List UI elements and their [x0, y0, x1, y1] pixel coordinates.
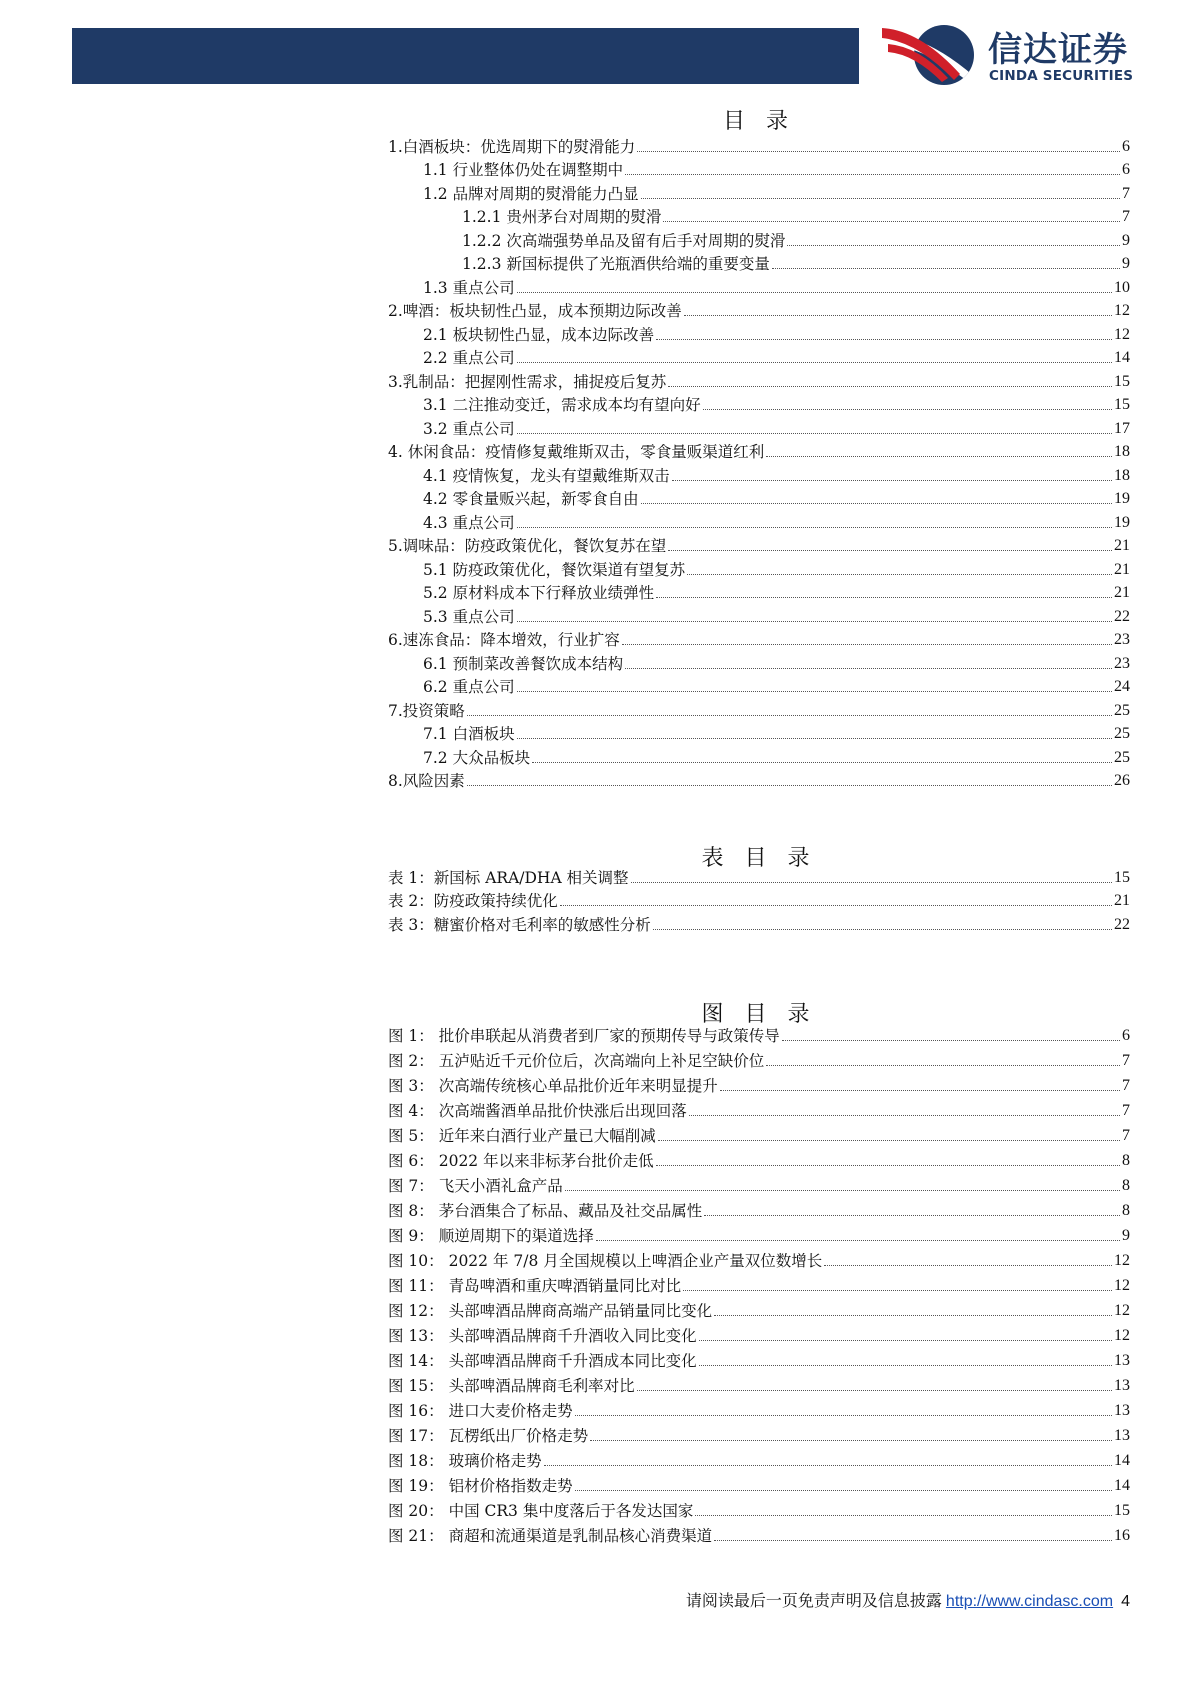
dot-leader [517, 362, 1112, 363]
figure-index-entry-page: 12 [1114, 1252, 1130, 1269]
figure-index-entry-page: 6 [1122, 1027, 1130, 1044]
toc-entry-label: 1.2.2 次高端强势单品及留有后手对周期的熨滑 [462, 231, 786, 250]
dot-leader [782, 1040, 1120, 1041]
figure-index-entry[interactable] [388, 1196, 1130, 1221]
toc-entry-page: 25 [1114, 701, 1130, 719]
dot-leader [699, 1340, 1112, 1341]
dot-leader [565, 1190, 1120, 1191]
dot-leader [467, 715, 1112, 716]
figure-index-entry[interactable] [388, 1471, 1130, 1496]
figure-index-entry-page: 12 [1114, 1327, 1130, 1344]
figure-index-entry-page: 7 [1122, 1127, 1130, 1144]
toc-entry-page: 15 [1114, 372, 1130, 390]
toc-entry-label: 1.2.1 贵州茅台对周期的熨滑 [462, 208, 662, 226]
toc-entry-label: 2.2 重点公司 [423, 349, 515, 367]
toc-entry[interactable] [388, 721, 1130, 745]
figure-index-entry-label: 图 20： 中国 CR3 集中度落后于各发达国家 [388, 1502, 694, 1520]
figure-index-entry-page: 14 [1114, 1477, 1130, 1494]
toc-entry-page: 6 [1122, 161, 1130, 178]
toc-entry-page: 14 [1114, 349, 1130, 366]
figure-index-entry-label: 图 18： 玻璃价格走势 [388, 1452, 542, 1470]
figure-index-entry-label: 图 17： 瓦楞纸出厂价格走势 [388, 1427, 589, 1445]
figure-index-entry[interactable] [388, 1121, 1130, 1146]
toc-entry[interactable] [388, 650, 1130, 674]
figure-index-entry[interactable] [388, 1246, 1130, 1271]
figure-index-entry-page: 16 [1114, 1527, 1130, 1544]
toc-title: 目 录 [723, 109, 795, 134]
toc-entry-label: 6.2 重点公司 [423, 678, 515, 696]
dot-leader [631, 882, 1112, 883]
toc-entry[interactable] [388, 462, 1130, 486]
figure-index-entry-label: 图 8： 茅台酒集合了标品、藏品及社交品属性 [388, 1202, 703, 1220]
dot-leader [824, 1265, 1112, 1266]
toc-entry-page: 21 [1114, 584, 1130, 601]
toc-entry[interactable] [388, 627, 1130, 651]
toc-entry-label: 3.1 二注推动变迁，需求成本均有望向好 [423, 396, 701, 414]
dot-leader [517, 433, 1112, 434]
figure-index-entry[interactable] [388, 1421, 1130, 1446]
figure-index-entry[interactable] [388, 1396, 1130, 1421]
figure-index-entry[interactable] [388, 1021, 1130, 1046]
toc-entry[interactable] [388, 533, 1130, 557]
dot-leader [622, 644, 1112, 645]
figure-index-entry-label: 图 9： 顺逆周期下的渠道选择 [388, 1227, 594, 1245]
figure-index-entry-label: 图 16： 进口大麦价格走势 [388, 1402, 573, 1420]
toc-entry[interactable] [388, 415, 1130, 439]
dot-leader [575, 1415, 1112, 1416]
dot-leader [653, 929, 1112, 930]
dot-leader [517, 527, 1112, 528]
table-index-entry[interactable] [388, 864, 1130, 888]
figure-index-entry-label: 图 7： 飞天小酒礼盒产品 [388, 1177, 563, 1195]
dot-leader [703, 409, 1112, 410]
tables-list [388, 864, 1130, 935]
dot-leader [656, 597, 1112, 598]
figure-index-entry[interactable] [388, 1046, 1130, 1071]
dot-leader [517, 621, 1112, 622]
dot-leader [663, 221, 1120, 222]
figure-index-entry-page: 13 [1114, 1352, 1130, 1369]
table-index-entry-label: 表 2：防疫政策持续优化 [388, 892, 558, 910]
dot-leader [590, 1440, 1112, 1441]
dot-leader [575, 1490, 1112, 1491]
toc-entry[interactable] [388, 603, 1130, 627]
figures-list [388, 1021, 1130, 1546]
figure-index-entry-page: 9 [1122, 1227, 1130, 1244]
toc-entry-page: 24 [1114, 678, 1130, 695]
toc-entry-page: 21 [1114, 537, 1130, 554]
figure-index-entry[interactable] [388, 1321, 1130, 1346]
toc-entry-label: 5.调味品：防疫政策优化，餐饮复苏在望 [388, 537, 667, 555]
toc-entry-label: 1.白酒板块：优选周期下的熨滑能力 [388, 137, 636, 156]
toc-entry-label: 4.2 零食量贩兴起，新零食自由 [423, 490, 639, 508]
header-bar [72, 28, 859, 84]
dot-leader [517, 292, 1112, 293]
footer-disclaimer: 请阅读最后一页免责声明及信息披露 [685, 1591, 942, 1610]
dot-leader [668, 386, 1112, 387]
toc-entry-label: 7.投资策略 [388, 701, 465, 720]
figure-index-entry-page: 8 [1122, 1177, 1130, 1194]
toc-entry-label: 6.速冻食品：降本增效，行业扩容 [388, 631, 620, 649]
figure-index-entry-page: 12 [1114, 1277, 1130, 1294]
figures-title: 图 目 录 [701, 1002, 817, 1027]
figure-index-entry-label: 图 14： 头部啤酒品牌商千升酒成本同比变化 [388, 1352, 697, 1370]
toc-entry[interactable] [388, 580, 1130, 604]
cinda-emblem-icon [880, 22, 984, 88]
figure-index-entry[interactable] [388, 1446, 1130, 1471]
toc-entry-page: 17 [1114, 419, 1130, 437]
dot-leader [656, 1165, 1120, 1166]
dot-leader [517, 691, 1112, 692]
toc-entry[interactable] [388, 180, 1130, 204]
toc-entry-label: 2.1 板块韧性凸显，成本边际改善 [423, 325, 655, 344]
figure-index-entry-page: 7 [1122, 1077, 1130, 1094]
table-index-entry-page: 22 [1114, 915, 1130, 933]
logo-english-name: CINDA SECURITIES [989, 68, 1134, 84]
toc-entry-label: 8.风险因素 [388, 772, 465, 790]
dot-leader [641, 503, 1112, 504]
dot-leader [683, 1290, 1112, 1291]
figure-index-entry[interactable] [388, 1371, 1130, 1396]
dot-leader [625, 174, 1120, 175]
dot-leader [687, 574, 1112, 575]
toc-entry-label: 4. 休闲食品：疫情修复戴维斯双击，零食量贩渠道红利 [388, 443, 765, 461]
toc-entry[interactable] [388, 251, 1130, 275]
figure-index-entry-page: 7 [1122, 1102, 1130, 1119]
figure-index-entry-label: 图 6： 2022 年以来非标茅台批价走低 [388, 1152, 654, 1170]
toc-entry-label: 7.1 白酒板块 [423, 725, 515, 743]
table-index-entry-label: 表 3：糖蜜价格对毛利率的敏感性分析 [388, 915, 651, 934]
toc-entry[interactable] [388, 556, 1130, 580]
toc-entry[interactable] [388, 321, 1130, 345]
toc-entry[interactable] [388, 227, 1130, 251]
toc-entry[interactable] [388, 674, 1130, 698]
footer-url-link[interactable]: http://www.cindasc.com [945, 1593, 1114, 1610]
figure-index-entry-page: 8 [1122, 1152, 1130, 1169]
table-index-entry-page: 21 [1114, 892, 1130, 909]
dot-leader [532, 762, 1112, 763]
toc-entry[interactable] [388, 298, 1130, 322]
table-index-entry[interactable] [388, 888, 1130, 912]
figure-index-entry[interactable] [388, 1171, 1130, 1196]
toc-entry-page: 10 [1114, 278, 1130, 296]
toc-entry-page: 18 [1114, 466, 1130, 484]
toc-entry[interactable] [388, 345, 1130, 369]
toc-entry-label: 2.啤酒：板块韧性凸显，成本预期边际改善 [388, 302, 682, 320]
dot-leader [787, 245, 1120, 246]
toc-entry[interactable] [388, 509, 1130, 533]
toc-entry-page: 15 [1114, 396, 1130, 413]
page-footer [520, 1588, 1130, 1611]
toc-entry[interactable] [388, 486, 1130, 510]
figure-index-entry-page: 14 [1114, 1452, 1130, 1469]
cinda-logo [880, 22, 1170, 88]
dot-leader [699, 1365, 1112, 1366]
figure-index-entry[interactable] [388, 1496, 1130, 1521]
toc-entry-page: 18 [1114, 443, 1130, 460]
figure-index-entry-label: 图 15： 头部啤酒品牌商毛利率对比 [388, 1377, 635, 1395]
dot-leader [625, 668, 1112, 669]
figure-index-entry[interactable] [388, 1221, 1130, 1246]
figure-index-entry-label: 图 5： 近年来白酒行业产量已大幅削减 [388, 1127, 656, 1145]
figure-index-entry[interactable] [388, 1521, 1130, 1546]
logo-chinese-name: 信达证券 [988, 30, 1128, 70]
toc-entry[interactable] [388, 157, 1130, 181]
toc-entry-page: 19 [1114, 490, 1130, 507]
dot-leader [544, 1465, 1112, 1466]
toc-entry-page: 23 [1114, 631, 1130, 648]
toc-entry-page: 9 [1122, 255, 1130, 272]
toc-entry-label: 4.1 疫情恢复，龙头有望戴维斯双击 [423, 466, 670, 485]
dot-leader [766, 1065, 1120, 1066]
dot-leader [772, 268, 1120, 269]
toc-entry-page: 9 [1122, 231, 1130, 249]
toc-entry-page: 12 [1114, 302, 1130, 319]
dot-leader [684, 315, 1112, 316]
toc-entry-page: 6 [1122, 137, 1130, 155]
toc-entry[interactable] [388, 439, 1130, 463]
figure-index-entry-label: 图 12： 头部啤酒品牌商高端产品销量同比变化 [388, 1302, 713, 1320]
toc-entry-label: 3.2 重点公司 [423, 419, 515, 438]
dot-leader [714, 1315, 1112, 1316]
toc-entry[interactable] [388, 697, 1130, 721]
dot-leader [766, 456, 1112, 457]
figure-index-entry-page: 15 [1114, 1502, 1130, 1519]
dot-leader [467, 785, 1112, 786]
dot-leader [689, 1115, 1120, 1116]
table-index-entry-page: 15 [1114, 868, 1130, 886]
toc-entry[interactable] [388, 204, 1130, 228]
toc-entry[interactable] [388, 133, 1130, 157]
table-index-entry[interactable] [388, 911, 1130, 935]
figure-index-entry-label: 图 13： 头部啤酒品牌商千升酒收入同比变化 [388, 1327, 697, 1345]
toc-entry-label: 6.1 预制菜改善餐饮成本结构 [423, 654, 624, 673]
toc-entry[interactable] [388, 768, 1130, 792]
toc-entry[interactable] [388, 368, 1130, 392]
dot-leader [704, 1215, 1120, 1216]
toc-entry[interactable] [388, 274, 1130, 298]
toc-entry-page: 25 [1114, 748, 1130, 766]
dot-leader [658, 1140, 1120, 1141]
toc-entry-page: 25 [1114, 725, 1130, 742]
toc-entry-label: 5.2 原材料成本下行释放业绩弹性 [423, 584, 655, 602]
figure-index-entry-page: 12 [1114, 1302, 1130, 1319]
toc-entry-label: 7.2 大众品板块 [423, 748, 531, 767]
figure-index-entry-page: 8 [1122, 1202, 1130, 1219]
figure-index-entry[interactable] [388, 1346, 1130, 1371]
figure-index-entry[interactable] [388, 1096, 1130, 1121]
toc-entry-label: 1.3 重点公司 [423, 278, 515, 297]
dot-leader [672, 480, 1112, 481]
dot-leader [656, 339, 1112, 340]
figure-index-entry-page: 13 [1114, 1402, 1130, 1419]
toc-entry-page: 23 [1114, 654, 1130, 672]
figure-index-entry-label: 图 1： 批价串联起从消费者到厂家的预期传导与政策传导 [388, 1027, 780, 1045]
dot-leader [668, 550, 1112, 551]
toc-entry[interactable] [388, 744, 1130, 768]
toc-entry-page: 19 [1114, 513, 1130, 531]
figure-index-entry-page: 13 [1114, 1427, 1130, 1444]
toc-entry-page: 26 [1114, 772, 1130, 789]
toc-entry-label: 1.1 行业整体仍处在调整期中 [423, 161, 624, 179]
dot-leader [637, 151, 1120, 152]
dot-leader [637, 1390, 1112, 1391]
toc-entry-label: 1.2.3 新国标提供了光瓶酒供给端的重要变量 [462, 255, 770, 273]
toc-entry-label: 4.3 重点公司 [423, 513, 515, 532]
figure-index-entry[interactable] [388, 1071, 1130, 1096]
figure-index-entry[interactable] [388, 1146, 1130, 1171]
figure-index-entry-page: 13 [1114, 1377, 1130, 1394]
toc-entry-label: 5.1 防疫政策优化，餐饮渠道有望复苏 [423, 560, 686, 579]
toc-entry[interactable] [388, 392, 1130, 416]
toc-entry-label: 5.3 重点公司 [423, 607, 515, 626]
dot-leader [641, 198, 1120, 199]
dot-leader [596, 1240, 1120, 1241]
dot-leader [517, 738, 1112, 739]
toc-entry-label: 3.乳制品：把握刚性需求，捕捉疫后复苏 [388, 372, 667, 391]
toc-entry-page: 22 [1114, 607, 1130, 625]
tables-title: 表 目 录 [701, 846, 817, 871]
figure-index-entry-label: 图 11： 青岛啤酒和重庆啤酒销量同比对比 [388, 1277, 682, 1295]
figure-index-entry-label: 图 3： 次高端传统核心单品批价近年来明显提升 [388, 1077, 718, 1095]
dot-leader [714, 1540, 1112, 1541]
dot-leader [720, 1090, 1120, 1091]
figure-index-entry-label: 图 2： 五泸贴近千元价位后，次高端向上补足空缺价位 [388, 1052, 765, 1070]
toc-entry-page: 7 [1122, 184, 1130, 202]
toc-entry-page: 7 [1122, 208, 1130, 225]
dot-leader [695, 1515, 1112, 1516]
figure-index-entry[interactable] [388, 1271, 1130, 1296]
figure-index-entry-label: 图 19： 铝材价格指数走势 [388, 1477, 573, 1495]
page-number: 4 [1121, 1593, 1130, 1610]
toc-entry-label: 1.2 品牌对周期的熨滑能力凸显 [423, 184, 639, 203]
figure-index-entry[interactable] [388, 1296, 1130, 1321]
figure-index-entry-page: 7 [1122, 1052, 1130, 1069]
dot-leader [560, 905, 1112, 906]
figure-index-entry-label: 图 10： 2022 年 7/8 月全国规模以上啤酒企业产量双位数增长 [388, 1252, 823, 1270]
toc-entry-page: 12 [1114, 325, 1130, 343]
figure-index-entry-label: 图 4： 次高端酱酒单品批价快涨后出现回落 [388, 1102, 687, 1120]
toc-list [388, 133, 1130, 791]
table-index-entry-label: 表 1：新国标 ARA/DHA 相关调整 [388, 868, 629, 887]
figure-index-entry-label: 图 21： 商超和流通渠道是乳制品核心消费渠道 [388, 1527, 713, 1545]
toc-entry-page: 21 [1114, 560, 1130, 578]
